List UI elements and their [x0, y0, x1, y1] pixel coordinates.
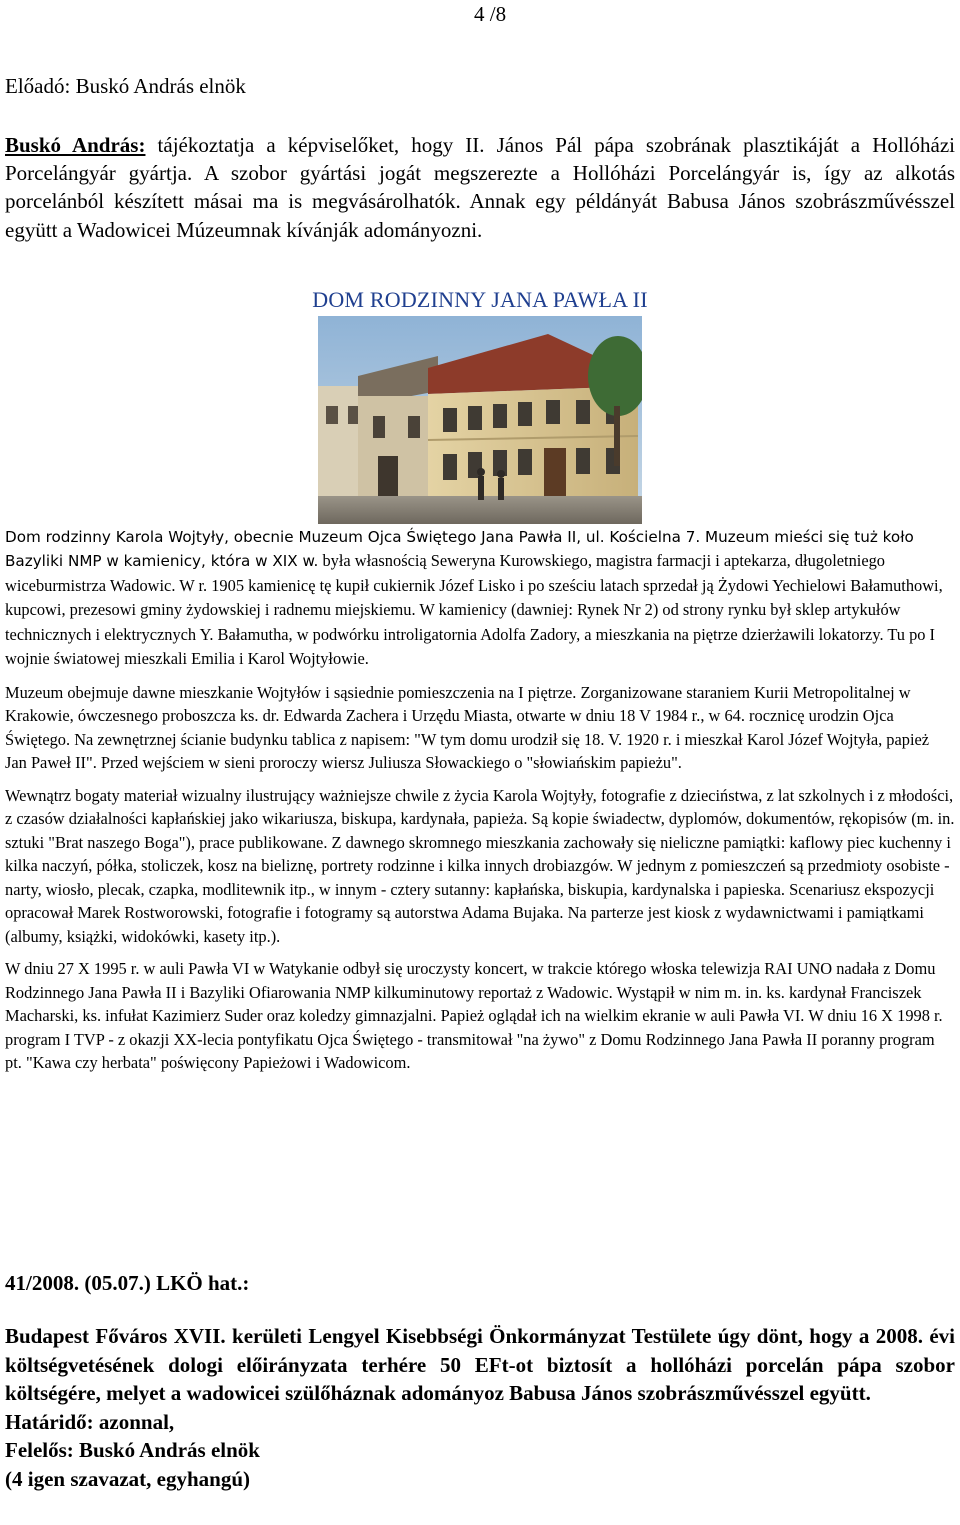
decision-deadline: Határidő: azonnal,	[5, 1409, 175, 1434]
museum-paragraph-1-lead: Dom rodzinny Karola Wojtyły, obecnie Muzeum Ojca Świętego Jana Pawła II, ul. Kościelna 7. Muzeum mieści się tuż koło Bazyliki NMP w kamienicy, która w XIX w.	[5, 528, 914, 571]
intro-text: tájékoztatja a képviselőket, hogy II. János Pál pápa szobrának plasztikáját a Hollóházi Porcelángyár gyártja. A szobor gyártási jogát megszerezte a Hollóházi Porcelángyár is, így az alkotás porcelánból készített másai ma is megvásárolhatók. Annak egy példányát Babusa János szobrászművésszel együtt a Wadowicei Múzeumnak kívánják adományozni.	[5, 133, 955, 242]
museum-paragraph-4: W dniu 27 X 1995 r. w auli Pawła VI w Watykanie odbył się uroczysty koncert, w trakcie którego włoska telewizja RAI UNO nadała z Domu Rodzinnego Jana Pawła II i Bazyliki Ofiarowania NMP kilkuminutowy reportaż z Wadowic. Wystąpił w nim m. in. ks. kardynał Franciszek Macharski, ks. infułat Kazimierz Suder oraz koledzy gimnazjalni. Papież oglądał ich na wielkim ekranie w auli Pawła VI. W dniu 16 X 1998 r. program I TVP - z okazji XX-lecia pontyfikatu Ojca Świętego - transmitował "na żywo" z Domu Rodzinnego Jana Pawła II poranny program pt. "Kawa czy herbata" poświęcony Papieżowi i Wadowicom.	[5, 959, 943, 1073]
decision-text: Budapest Főváros XVII. kerületi Lengyel Kisebbségi Önkormányzat Testülete úgy dönt, hogy a 2008. évi költségvetésének dologi előirányzata terhére 50 EFt-ot biztosít a hollóházi porcelán pápa szobor költségére, melyet a wadowicei szülőháznak adományoz Babusa János szobrászművésszel együtt.	[5, 1324, 955, 1405]
intro-paragraph	[5, 131, 955, 244]
museum-title: DOM RODZINNY JANA PAWŁA II	[312, 287, 648, 312]
museum-description	[5, 526, 955, 1084]
museum-paragraph-3: Wewnątrz bogaty materiał wizualny ilustrujący ważniejsze chwile z życia Karola Wojtyły, fotografie z dzieciństwa, z lat szkolnych i z młodości, z czasów działalności kapłańskiej jako wikariusza, biskupa, kardynała, papieża. Są kopie świadectw, dyplomów, dokumentów, rękopisów (m. in. sztuki "Brat naszego Boga"), prace publikowane. Z dawnego skromnego mieszkania zachowały się nieliczne pamiątki: kaflowy piec kuchenny i kilka naczyń, półka, stoliczek, kosz na bieliznę, portrety rodzinne i kilka innych drobiazgów. W jednym z pomieszczeń są przedmioty osobiste - narty, wiosło, plecak, czapka, modlitewnik itp., w innym - cztery sutanny: kapłańska, biskupia, kardynalska i papieska. Scenariusz ekspozycji opracował Marek Rostworowski, fotografie i fotogramy są autorstwa Adama Bujaka. Na parterze jest kiosk z wydawnictwami i pamiątkami (albumy, książki, widokówki, kasety itp.).	[5, 786, 955, 946]
decision-block	[5, 1322, 955, 1493]
museum-paragraph-1-rest: była własnością Seweryna Kurowskiego, magistra farmacji i aptekarza, długoletniego wiceburmistrza Wadowic. W r. 1905 kamienicę tę kupił cukiernik Józef Lisko i po sześciu latach sprzedał ją Żydowi Yechielowi Bałamuthowi, kupcowi, prezesowi gminy żydowskiej i radnemu miejskiemu. W kamienicy (dawniej: Rynek Nr 2) od strony rynku był sklep artykułów technicznych i elektrycznych Y. Bałamutha, w podwórku introligatornia Adolfa Zadory, a mieszkania na piętrze dzierżawili lokatorzy. Tu po I wojnie światowej mieszkali Emilia i Karol Wojtyłowie.	[5, 551, 943, 669]
decision-vote: (4 igen szavazat, egyhangú)	[5, 1466, 250, 1491]
museum-building-photo	[318, 316, 642, 524]
page-number: 4 /8	[474, 2, 507, 26]
museum-paragraph-2: Muzeum obejmuje dawne mieszkanie Wojtyłów i sąsiednie pomieszczenia na I piętrze. Zorganizowane staraniem Kurii Metropolitalnej w Krakowie, ówczesnego proboszcza ks. dr. Edwarda Zachera i Urzędu Miasta, otwarte w dniu 18 V 1984 r., w 64. rocznicę urodzin Ojca Świętego. Na zewnętrznej ścianie budynku tablica z napisem: "W tym domu urodził się 18. V. 1920 r. i mieszkał Karol Józef Wojtyła, papież Jan Paweł II". Przed wejściem w sieni proroczy wiersz Juliusza Słowackiego o "słowiańskim papieżu".	[5, 682, 930, 773]
resolution-number: 41/2008. (05.07.) LKÖ hat.:	[5, 1271, 250, 1295]
museum-paragraph-1	[5, 526, 955, 671]
presenter-line: Előadó: Buskó András elnök	[5, 74, 246, 98]
decision-responsible: Felelős: Buskó András elnök	[5, 1438, 260, 1462]
speaker-name: Buskó András:	[5, 133, 146, 157]
